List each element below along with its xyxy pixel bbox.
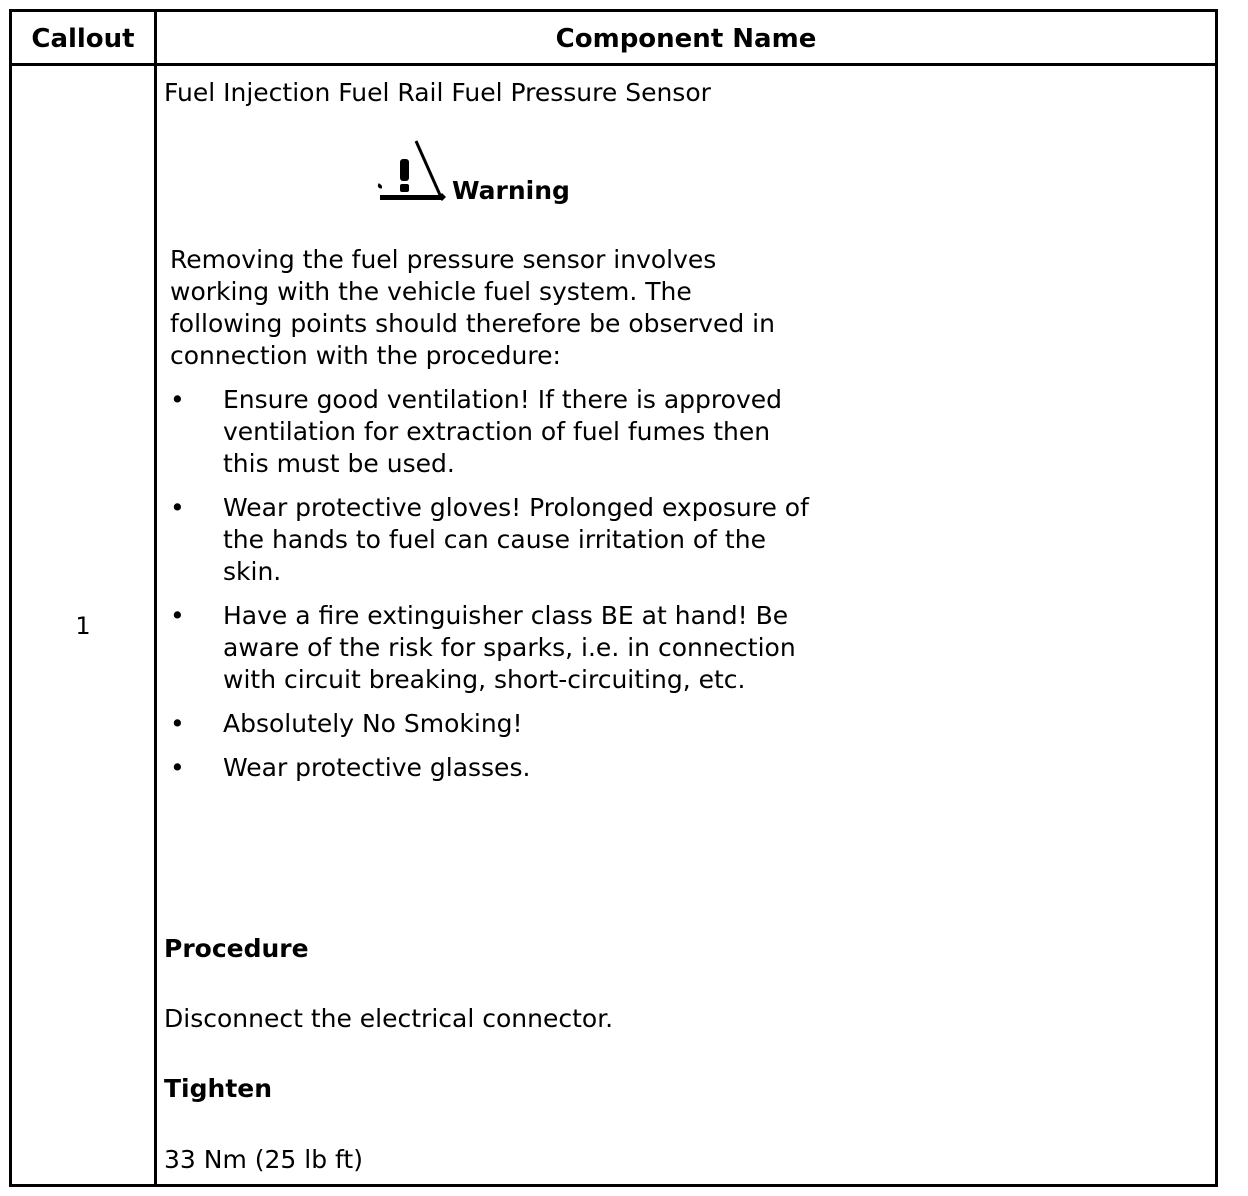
bullet-text: Absolutely No Smoking! — [223, 709, 523, 738]
bullet-icon: • — [170, 385, 185, 414]
bullet-text: Ensure good ventilation! If there is approved ventilation for extraction of fuel fumes then this must be used. — [223, 385, 782, 478]
procedure-heading: Procedure — [164, 934, 309, 963]
callout-number: 1 — [75, 612, 91, 640]
bullet-icon: • — [170, 601, 185, 630]
list-item — [170, 492, 810, 588]
component-title: Fuel Injection Fuel Rail Fuel Pressure Sensor — [164, 78, 711, 107]
header-component-name: Component Name — [555, 24, 817, 54]
list-item — [170, 752, 810, 784]
warning-bullet-list — [170, 384, 810, 784]
component-table — [9, 9, 1218, 1187]
tighten-heading: Tighten — [164, 1074, 273, 1103]
list-item — [170, 600, 810, 696]
warning-label: Warning — [452, 176, 570, 205]
warning-intro: Removing the fuel pressure sensor involves working with the vehicle fuel system. The following points should therefore be observed in connection with the procedure: — [170, 245, 775, 370]
list-item — [170, 384, 810, 480]
table-header-row — [12, 12, 1215, 66]
list-item — [170, 708, 810, 740]
bullet-icon: • — [170, 493, 185, 522]
bullet-icon: • — [170, 753, 185, 782]
header-callout: Callout — [31, 24, 135, 54]
procedure-text: Disconnect the electrical connector. — [164, 1004, 614, 1033]
warning-icon — [376, 137, 446, 207]
bullet-text: Have a fire extinguisher class BE at hand! Be aware of the risk for sparks, i.e. in connection with circuit breaking, short-circuiting, etc. — [223, 601, 796, 694]
bullet-text: Wear protective glasses. — [223, 753, 531, 782]
column-divider — [154, 12, 157, 1184]
bullet-text: Wear protective gloves! Prolonged exposure of the hands to fuel can cause irritation of the skin. — [223, 493, 809, 586]
bullet-icon: • — [170, 709, 185, 738]
warning-body — [170, 244, 810, 796]
tighten-value: 33 Nm (25 lb ft) — [164, 1145, 363, 1174]
